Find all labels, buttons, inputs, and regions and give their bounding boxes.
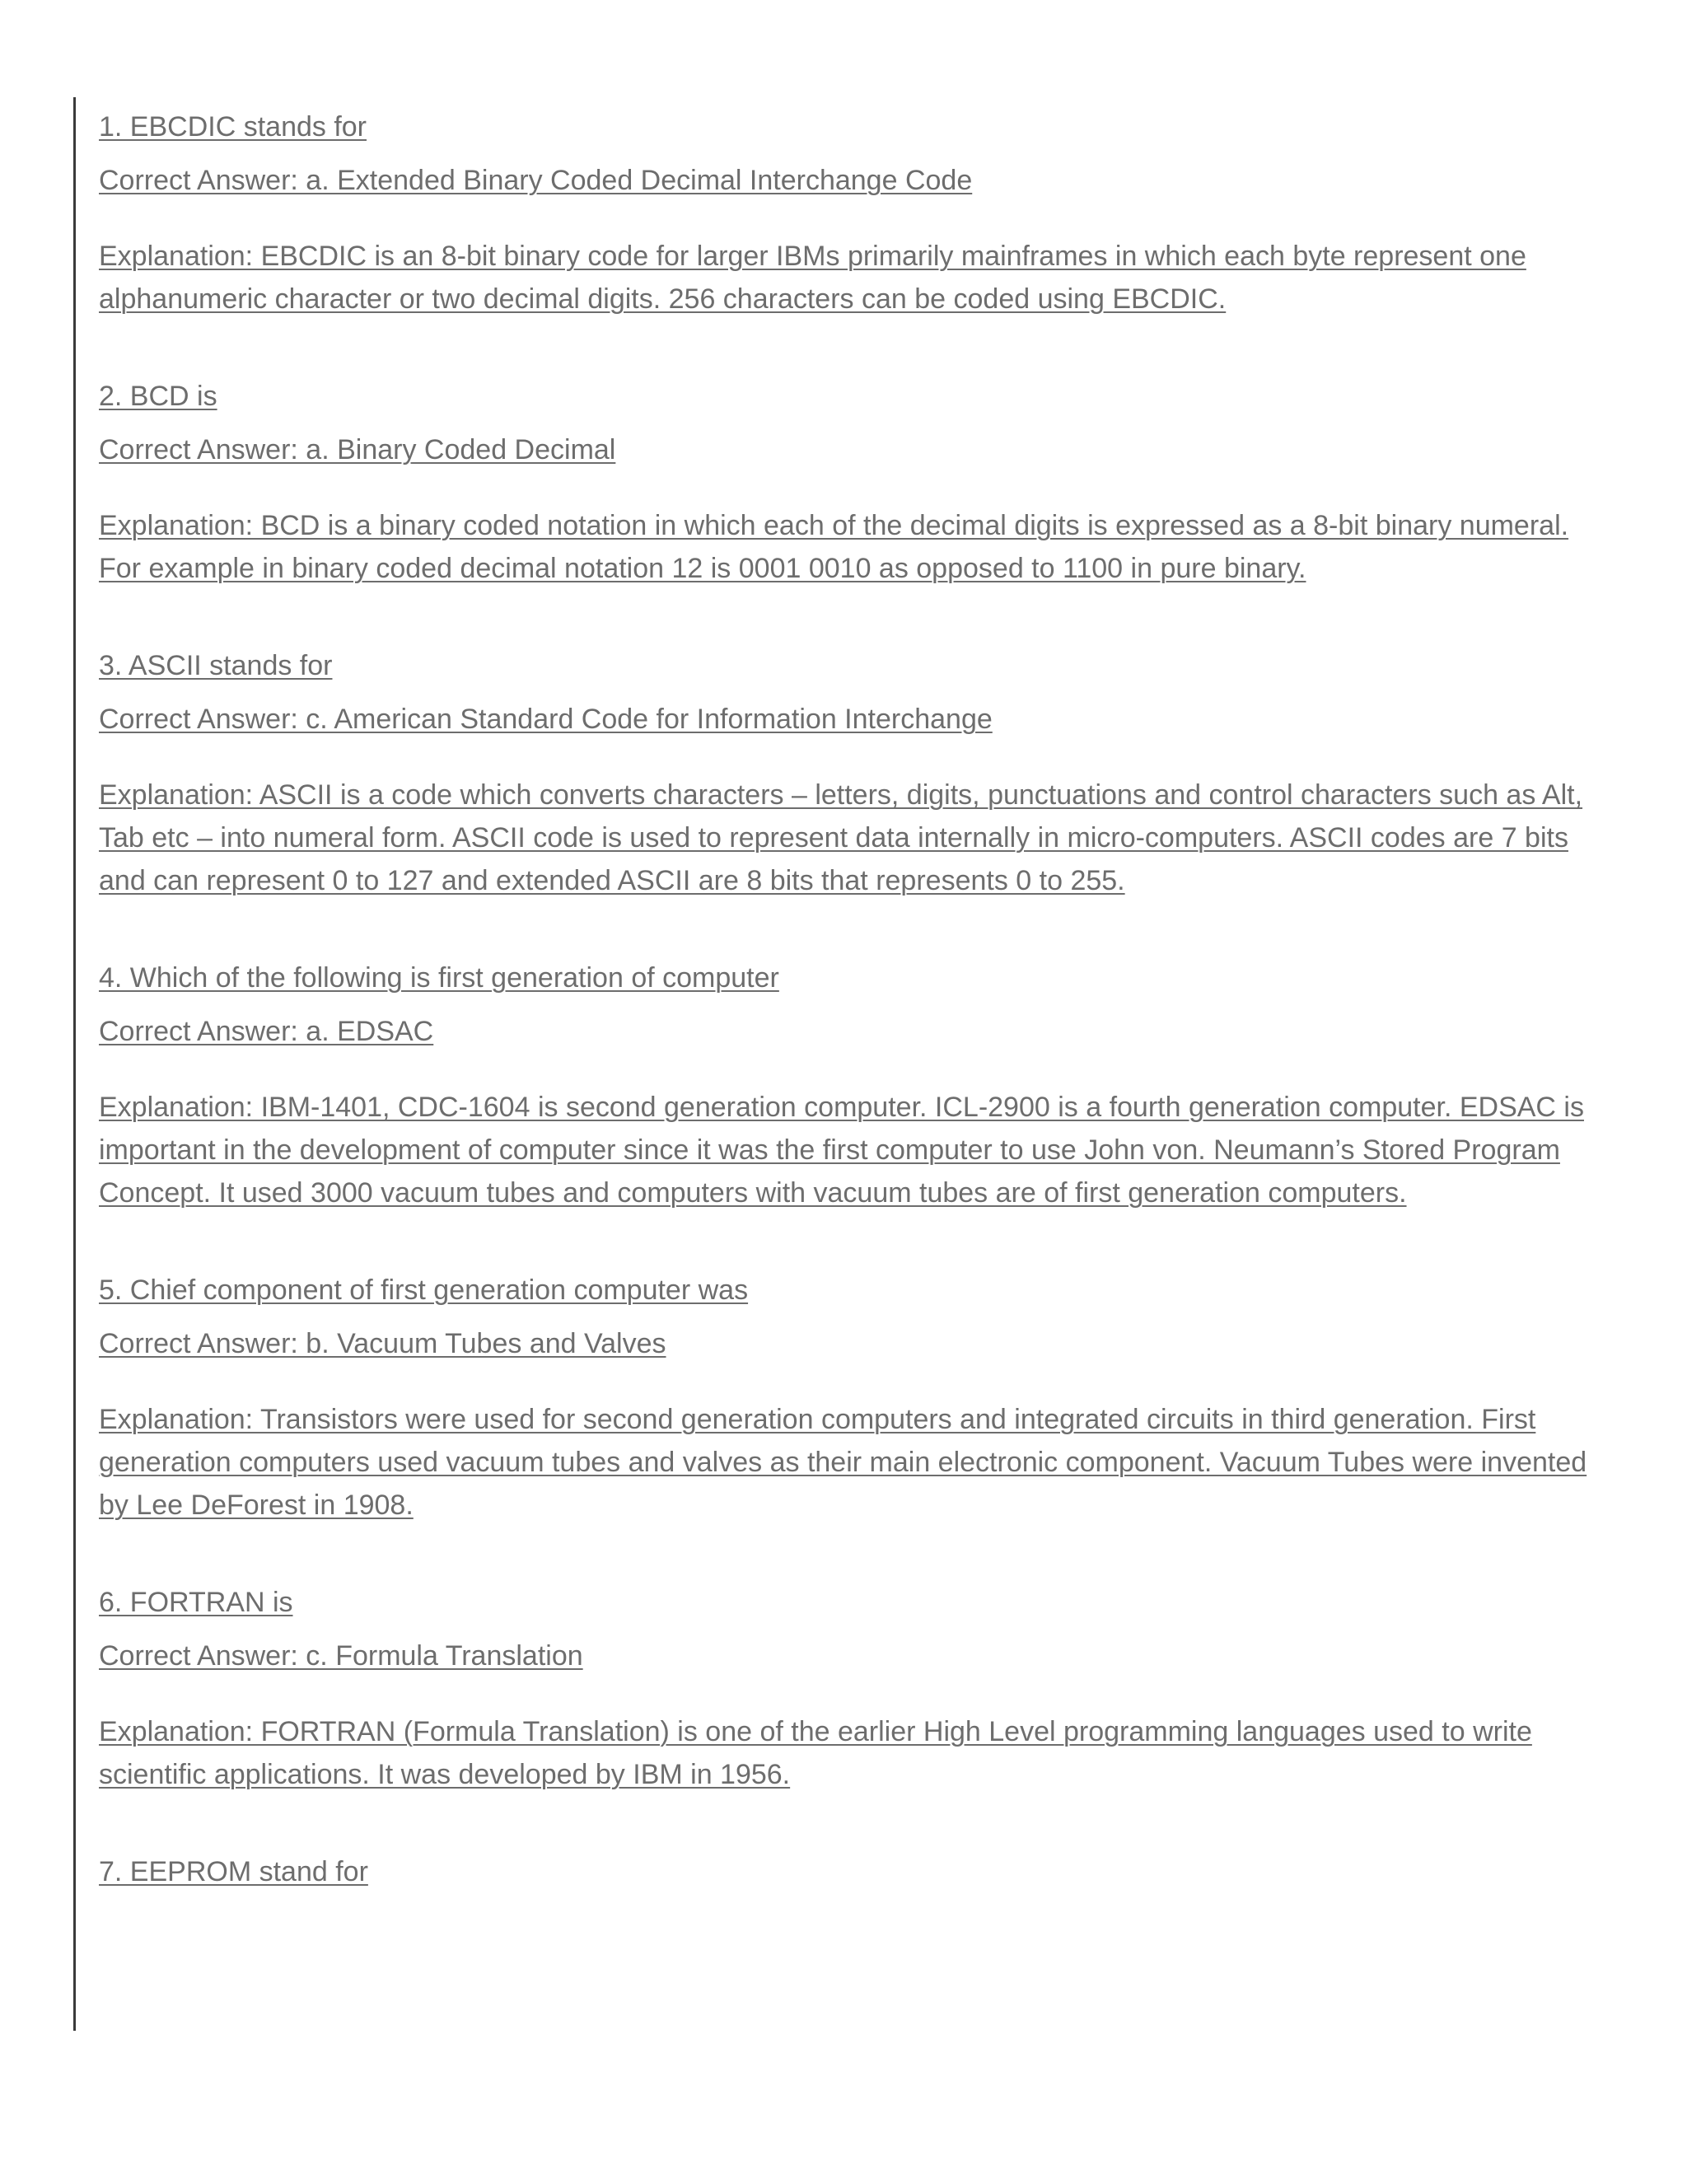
answer-text[interactable]: Correct Answer: a. Binary Coded Decimal	[99, 434, 616, 465]
qa-item	[99, 375, 1598, 590]
qa-item	[99, 1850, 1598, 1893]
answer-text[interactable]: Correct Answer: b. Vacuum Tubes and Valves	[99, 1328, 666, 1359]
qa-item	[99, 1581, 1598, 1796]
answer-text[interactable]: Correct Answer: c. Formula Translation	[99, 1640, 583, 1672]
question-text[interactable]: 3. ASCII stands for	[99, 650, 333, 681]
question-text[interactable]: 7. EEPROM stand for	[99, 1856, 368, 1887]
qa-item	[99, 644, 1598, 902]
answer-text[interactable]: Correct Answer: c. American Standard Code for Information Interchange	[99, 704, 993, 735]
qa-document	[99, 105, 1598, 1948]
explanation-text[interactable]: Explanation: ASCII is a code which converts characters – letters, digits, punctuations and control characters such as Alt, Tab etc – into numeral form. ASCII code is used to represent data internally in micro-computers. ASCII codes are 7 bits and can represent 0 to 127 and extended ASCII are 8 bits that represents 0 to 255.	[99, 779, 1583, 896]
qa-item	[99, 956, 1598, 1214]
question-text[interactable]: 6. FORTRAN is	[99, 1587, 293, 1618]
explanation-text[interactable]: Explanation: FORTRAN (Formula Translation) is one of the earlier High Level programming languages used to write scientific applications. It was developed by IBM in 1956.	[99, 1716, 1532, 1790]
answer-text[interactable]: Correct Answer: a. EDSAC	[99, 1016, 434, 1047]
explanation-text[interactable]: Explanation: IBM-1401, CDC-1604 is second generation computer. ICL-2900 is a fourth generation computer. EDSAC is important in the development of computer since it was the first computer to use John von. Neumann’s Stored Program Concept. It used 3000 vacuum tubes and computers with vacuum tubes are of first generation computers.	[99, 1092, 1584, 1209]
left-margin-rule	[73, 97, 76, 2031]
qa-item	[99, 105, 1598, 320]
question-text[interactable]: 5. Chief component of first generation computer was	[99, 1274, 749, 1306]
explanation-text[interactable]: Explanation: BCD is a binary coded notation in which each of the decimal digits is expressed as a 8-bit binary numeral. For example in binary coded decimal notation 12 is 0001 0010 as opposed to 1100 in pure binary.	[99, 510, 1569, 584]
qa-item	[99, 1269, 1598, 1527]
explanation-text[interactable]: Explanation: EBCDIC is an 8-bit binary code for larger IBMs primarily mainframes in which each byte represent one alphanumeric character or two decimal digits. 256 characters can be coded using EBCDIC.	[99, 241, 1526, 315]
explanation-text[interactable]: Explanation: Transistors were used for second generation computers and integrated circuits in third generation. First generation computers used vacuum tubes and valves as their main electronic component. Vacuum Tubes were invented by Lee DeForest in 1908.	[99, 1404, 1587, 1521]
question-text[interactable]: 4. Which of the following is first generation of computer	[99, 962, 779, 994]
question-text[interactable]: 1. EBCDIC stands for	[99, 111, 367, 143]
answer-text[interactable]: Correct Answer: a. Extended Binary Coded Decimal Interchange Code	[99, 165, 973, 196]
question-text[interactable]: 2. BCD is	[99, 381, 217, 412]
